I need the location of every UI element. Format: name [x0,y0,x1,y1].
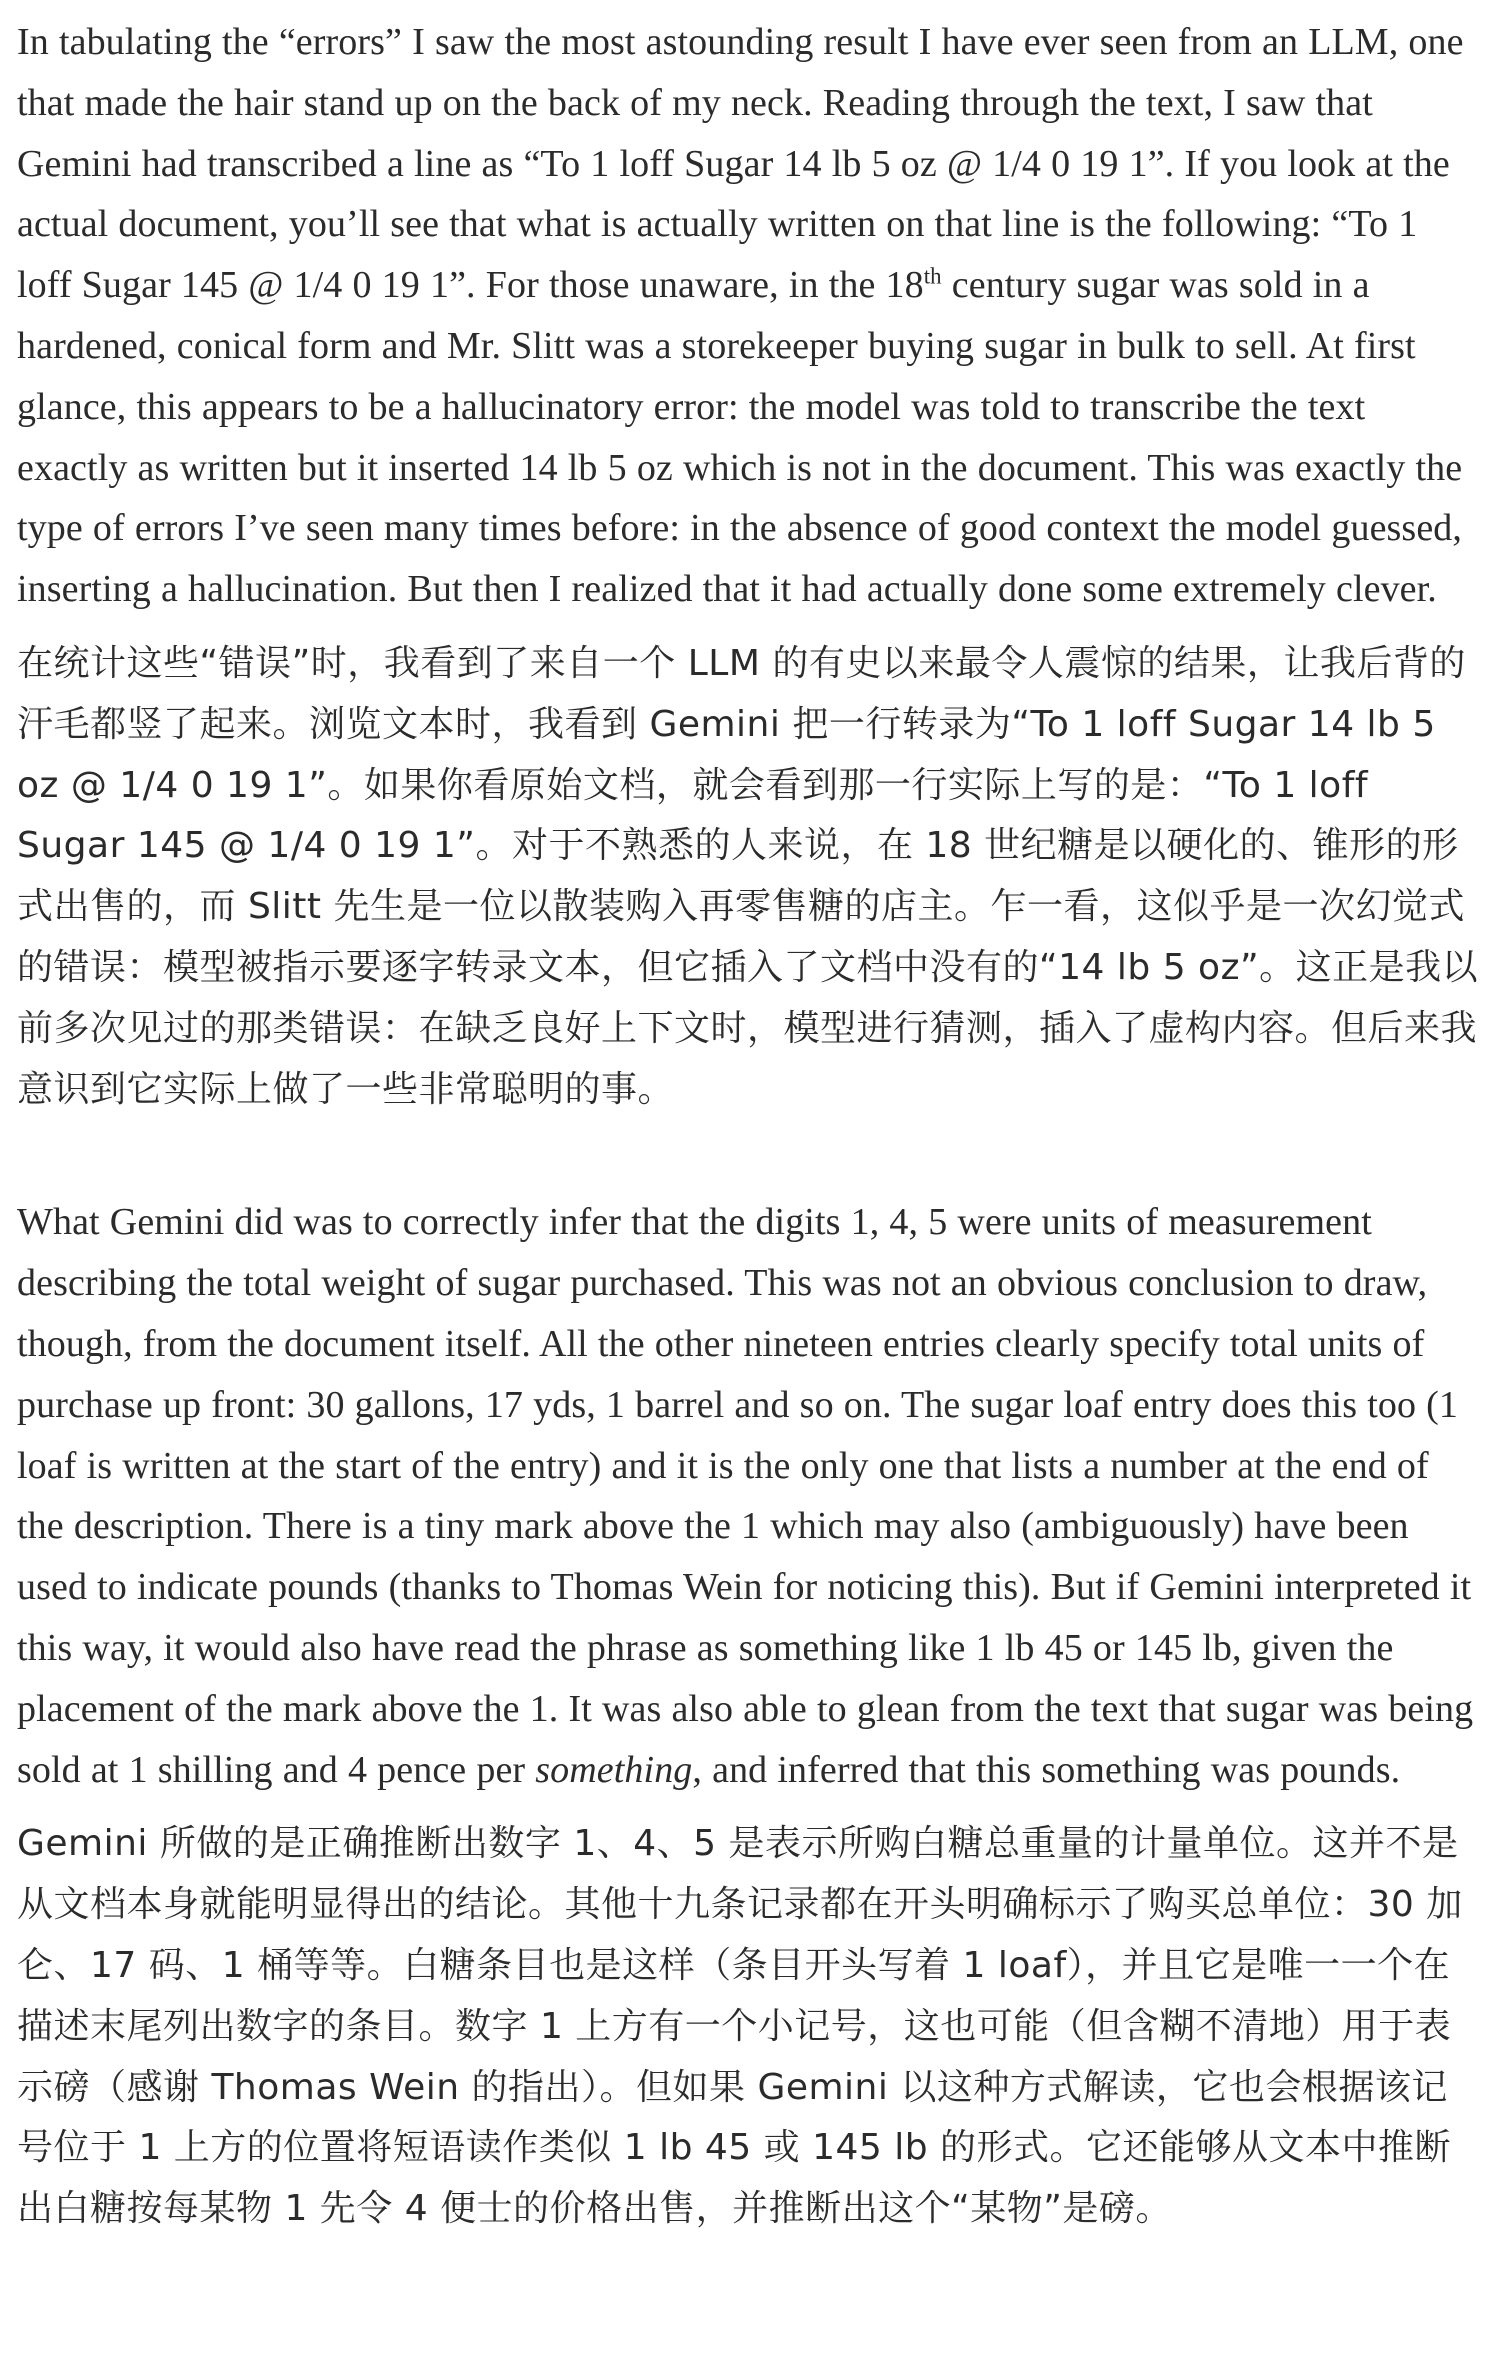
article-body [17,12,1479,2240]
paragraph-text: , and inferred that this something was pounds. [692,1748,1401,1791]
paragraph-text: In tabulating the “errors” I saw the most astounding result I have ever seen from an LLM, one that made the hair stand up on the back of my neck. Reading through the text, I saw that Gemini had transcribed a line as “To 1 loff Sugar 14 lb 5 oz @ 1/4 0 19 1”. If you look at the actual document, you’ll see that what is actually written on that line is the following: “To 1 loff Sugar 145 @ 1/4 0 19 1”. For those unaware, in the 18 [17,21,1464,307]
paragraph-english-1 [17,12,1479,620]
paragraph-english-2 [17,1192,1479,1800]
ordinal-superscript: th [923,263,942,289]
paragraph-chinese-1: 在统计这些“错误”时，我看到了来自一个 LLM 的有史以来最令人震惊的结果，让我后背的汗毛都竖了起来。浏览文本时，我看到 Gemini 把一行转录为“To 1 loff Sugar 14 lb 5 oz @ 1/4 0 19 1”。如果你看原始文档，就会看到那一行实际上写的是：“To 1 loff Sugar 145 @ 1/4 0 19 1”。对于不熟悉的人来说，在 18 世纪糖是以硬化的、锥形的形式出售的，而 Slitt 先生是一位以散装购入再零售糖的店主。乍一看，这似乎是一次幻觉式的错误：模型被指示要逐字转录文本，但它插入了文档中没有的“14 lb 5 oz”。这正是我以前多次见过的那类错误：在缺乏良好上下文时，模型进行猜测，插入了虚构内容。但后来我意识到它实际上做了一些非常聪明的事。 [17,642,1479,1110]
emphasis-text: something [535,1748,693,1791]
paragraph-text: What Gemini did was to correctly infer that the digits 1, 4, 5 were units of measurement describing the total weight of sugar purchased. This was not an obvious conclusion to draw, though, from the document itself. All the other nineteen entries clearly specify total units of purchase up front: 30 gallons, 17 yds, 1 barrel and so on. The sugar loaf entry does this too (1 loaf is written at the start of the entry) and it is the only one that lists a number at the end of the description. There is a tiny mark above the 1 which may also (ambiguously) have been used to indicate pounds (thanks to Thomas Wein for noticing this). But if Gemini interpreted it this way, it would also have read the phrase as something like 1 lb 45 or 145 lb, given the placement of the mark above the 1. It was also able to glean from the text that sugar was being sold at 1 shilling and 4 pence per [17,1201,1474,1791]
paragraph-chinese-2: Gemini 所做的是正确推断出数字 1、4、5 是表示所购白糖总重量的计量单位。这并不是从文档本身就能明显得出的结论。其他十九条记录都在开头明确标示了购买总单位：30 加仑、17 码、1 桶等等。白糖条目也是这样（条目开头写着 1 loaf），并且它是唯一一个在描述末尾列出数字的条目。数字 1 上方有一个小记号，这也可能（但含糊不清地）用于表示磅（感谢 Thomas Wein 的指出）。但如果 Gemini 以这种方式解读，它也会根据该记号位于 1 上方的位置将短语读作类似 1 lb 45 或 145 lb 的形式。它还能够从文本中推断出白糖按每某物 1 先令 4 便士的价格出售，并推断出这个“某物”是磅。 [17,1823,1463,2230]
paragraph-text: century sugar was sold in a hardened, conical form and Mr. Slitt was a storekeeper buying sugar in bulk to sell. At first glance, this appears to be a hallucinatory error: the model was told to transcribe the text exactly as written but it inserted 14 lb 5 oz which is not in the document. This was exactly the type of errors I’ve seen many times before: in the absence of good context the model guessed, inserting a hallucination. But then I realized that it had actually done some extremely clever. [17,264,1463,611]
